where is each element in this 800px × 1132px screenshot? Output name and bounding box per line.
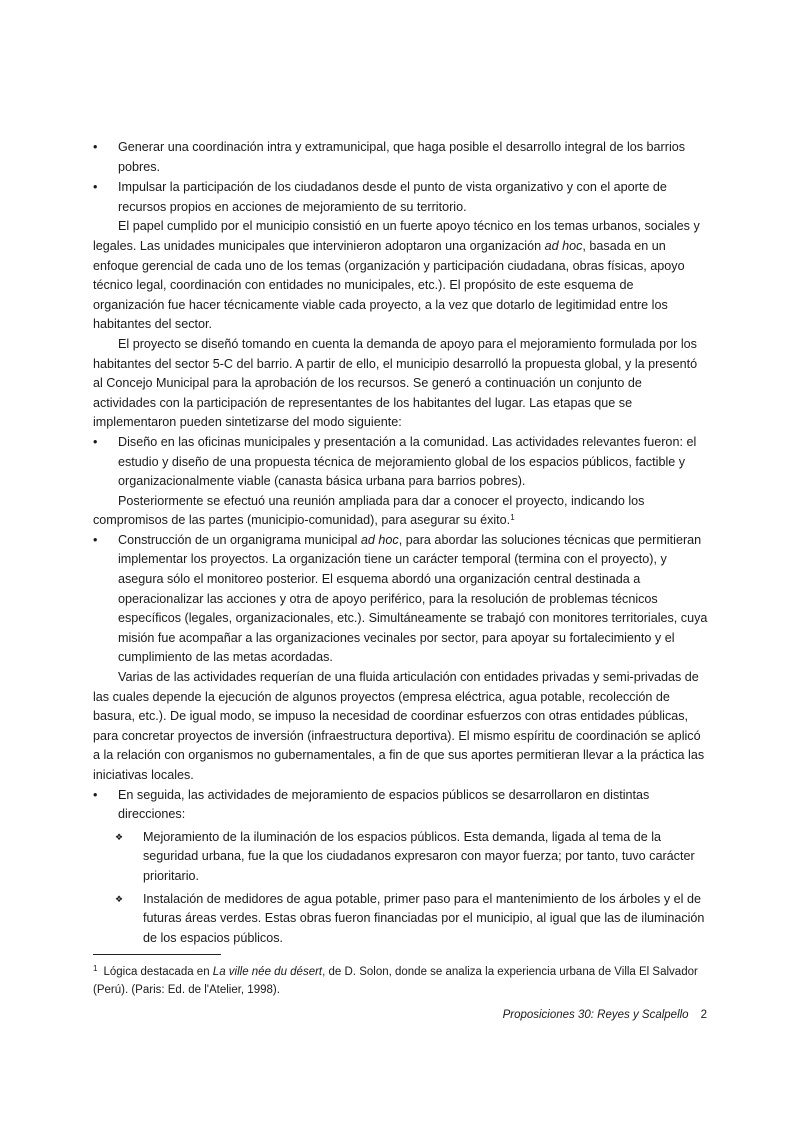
diamond-bullet-icon: ❖ bbox=[115, 893, 124, 904]
bullet-text: Generar una coordinación intra y extramunicipal, que haga posible el desarrollo integral de los barrios pobres. bbox=[118, 140, 686, 174]
sub-bullet-text: Instalación de medidores de agua potable, primer paso para el mantenimiento de los árboles y el de futuras áreas verdes. Estas obras fueron financiadas por el municipio, al igual que las de iluminación de los espacios públicos. bbox=[143, 891, 705, 945]
footnote-mark: 1 bbox=[93, 964, 98, 973]
bullet-icon: • bbox=[93, 787, 98, 802]
paragraph: El papel cumplido por el municipio consistió en un fuerte apoyo técnico en los temas urbanos, sociales y legales. Las unidades municipales que intervinieron adoptaron una organización ad hoc, basada en un enfoque gerencial de cada uno de los temas (organización y participación ciudadana, obras físicas, apoyo técnico legal, coordinación con entidades no municipales, etc.). El propósito de este esquema de organización fue hacer técnicamente viable cada proyecto, a la vez que dotarlo de legitimidad entre los habitantes del sector. bbox=[93, 219, 700, 332]
bullet-icon: • bbox=[93, 532, 98, 547]
bullet-text: Diseño en las oficinas municipales y presentación a la comunidad. Las actividades relevantes fueron: el estudio y diseño de una propuesta técnica de mejoramiento global de los espacios públicos, factible y organizacionalmente viable (canasta básica urbana para barrios pobres). bbox=[118, 434, 697, 489]
bullet-item bbox=[93, 786, 708, 825]
bullet-icon: • bbox=[93, 180, 98, 195]
page-footer bbox=[503, 1006, 707, 1024]
bullet-text: En seguida, las actividades de mejoramiento de espacios públicos se desarrollaron en distintas direcciones: bbox=[118, 787, 650, 822]
bullet-text: Impulsar la participación de los ciudadanos desde el punto de vista organizativo y con el aporte de recursos propios en acciones de mejoramiento de su territorio. bbox=[118, 180, 667, 214]
footer-source: Proposiciones 30: Reyes y Scalpello bbox=[502, 1009, 689, 1021]
bullet-item bbox=[93, 433, 708, 492]
paragraph: Varias de las actividades requerían de una fluida articulación con entidades privadas y semi-privadas de las cuales depende la ejecución de algunos proyectos (empresa eléctrica, agua potable, recolección de basura, etc.). De igual modo, se impuso la necesidad de coordinar esfuerzos con otras entidades públicas, para concretar proyectos de inversión (infraestructura deportiva). El mismo espíritu de coordinación se aplicó a la relación con organismos no gubernamentales, a fin de que sus aportes permitieran llevar a la práctica las iniciativas locales. bbox=[93, 670, 705, 782]
paragraph: Posteriormente se efectuó una reunión ampliada para dar a conocer el proyecto, indicando los compromisos de las partes (municipio-comunidad), para asegurar su éxito.$^1$ bbox=[93, 493, 645, 528]
paragraph: El proyecto se diseñó tomando en cuenta la demanda de apoyo para el mejoramiento formulada por los habitantes del sector 5-C del barrio. A partir de ello, el municipio desarrolló la propuesta global, y la presentó al Concejo Municipal para la aprobación de los recursos. Se generó a continuación un conjunto de actividades con la participación de representantes de los habitantes del lugar. Las etapas que se implementaron pueden sintetizarse del modo siguiente: bbox=[93, 336, 698, 430]
sub-bullet-item bbox=[93, 828, 708, 887]
emphasis: ad hoc bbox=[544, 238, 583, 253]
footnote: $^1$ Lógica destacada en La ville née du désert, de D. Solon, donde se analiza la experiencia urbana de Villa El Salvador (Perú). (Paris: Ed. de l'Atelier, 1998). bbox=[93, 964, 698, 996]
sub-bullet-item bbox=[93, 890, 708, 949]
bullet-icon: • bbox=[93, 434, 98, 449]
bullet-icon: • bbox=[93, 140, 98, 154]
emphasis: ad hoc bbox=[360, 532, 399, 547]
sub-bullet-text: Mejoramiento de la iluminación de los espacios públicos. Esta demanda, ligada al tema de la seguridad urbana, fue la que los ciudadanos expresaron con mayor fuerza; por tanto, tuvo carácter prioritario. bbox=[143, 829, 695, 883]
diamond-bullet-icon: ❖ bbox=[115, 831, 124, 842]
bullet-item bbox=[93, 138, 708, 177]
book-title: La ville née du désert bbox=[212, 966, 323, 978]
footnote-divider bbox=[93, 954, 221, 955]
body-text bbox=[93, 138, 708, 948]
bullet-item: • Construcción de un organigrama municipal ad hoc, para abordar las soluciones técnicas que permitieran implementar los proyectos. La organización tiene un carácter temporal (termina con el proyecto), y asegura sólo el monitoreo posterior. El esquema abordó una organización central destinada a operacionalizar las acciones y otra de apoyo periférico, para la resolución de problemas técnicos específicos (legales, organizacionales, etc.). Simultáneamente se trabajó con monitores territoriales, cuya misión fue acompañar a las organizaciones vecinales por sector, para apoyar su fortalecimiento y el cumplimiento de las metas acordadas. bbox=[93, 532, 708, 665]
bullet-item bbox=[93, 178, 708, 217]
footnote-ref: 1 bbox=[510, 513, 515, 523]
page-number: 2 bbox=[700, 1009, 707, 1021]
